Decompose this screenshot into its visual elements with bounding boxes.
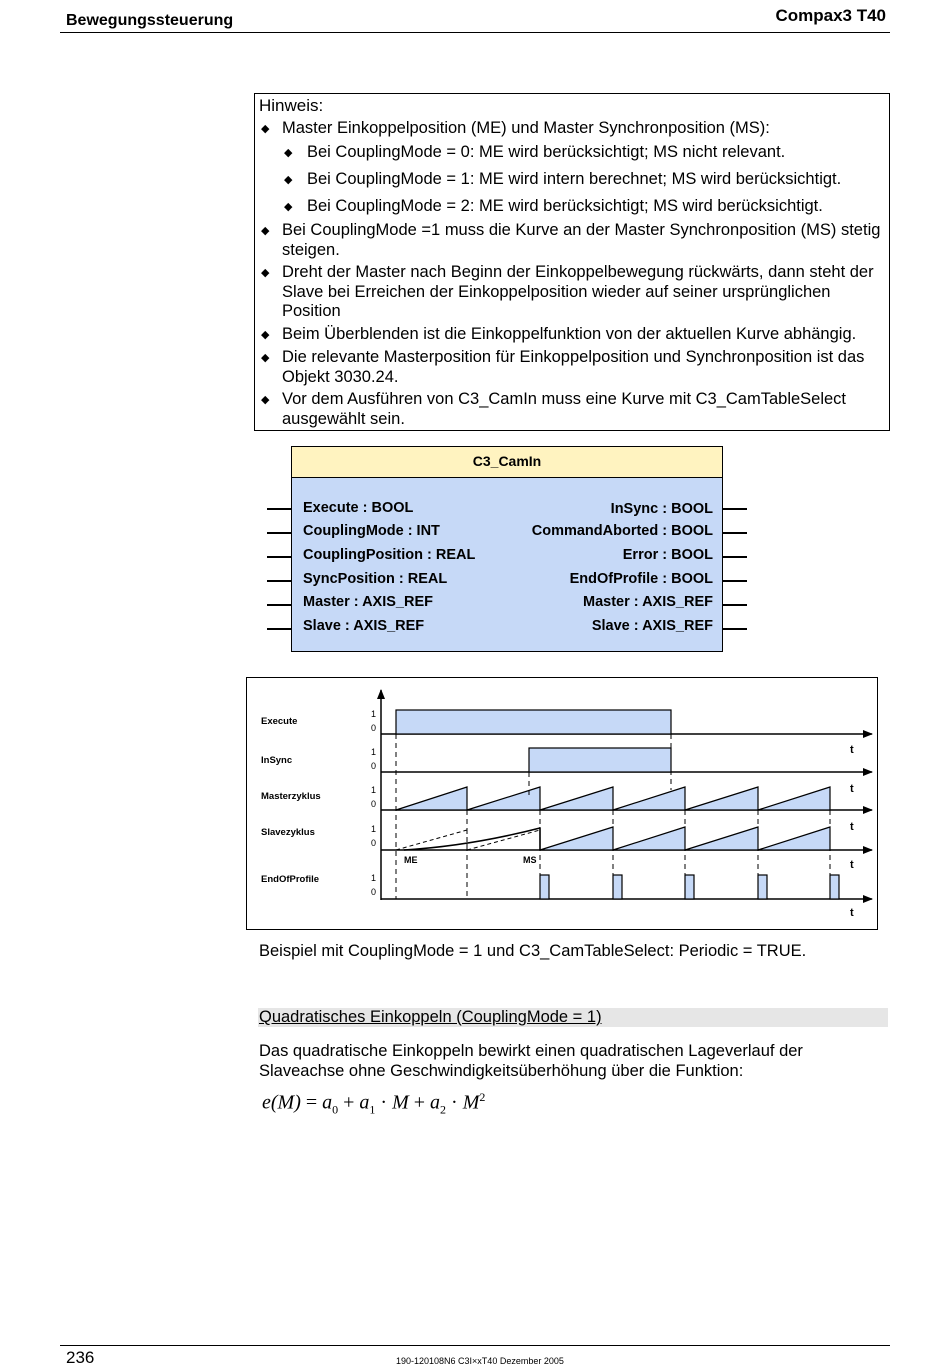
formula-term: a xyxy=(322,1091,333,1114)
time-label: t xyxy=(850,744,854,756)
formula-sub: 2 xyxy=(440,1102,447,1117)
level-low: 0 xyxy=(371,887,377,897)
signal-label: Masterzyklus xyxy=(261,791,321,802)
section-heading: Quadratisches Einkoppeln (CouplingMode = 1) xyxy=(259,1008,602,1026)
execute-pulse xyxy=(396,710,671,734)
marker-me: ME xyxy=(404,855,418,865)
document-reference: 190-120108N6 C3I×xT40 Dezember 2005 xyxy=(396,1356,564,1366)
bullet-diamond-icon: ◆ xyxy=(284,147,293,159)
level-high: 1 xyxy=(371,747,377,757)
note-bullet: Beim Überblenden ist die Einkoppelfunktion von der aktuellen Kurve abhängig. xyxy=(282,325,857,343)
signal-label: Slavezyklus xyxy=(261,827,315,838)
formula-term: a xyxy=(430,1091,441,1114)
fb-output-pin: Slave : AXIS_REF xyxy=(591,618,713,634)
insync-pulse xyxy=(529,748,671,772)
note-subbullet: Bei CouplingMode = 2: ME wird berücksichtigt; MS wird berücksichtigt. xyxy=(307,197,823,215)
note-bullet: Vor dem Ausführen von C3_CamIn muss eine Kurve mit C3_CamTableSelect ausgewählt sein. xyxy=(282,390,847,428)
note-subbullet: Bei CouplingMode = 0: ME wird berücksichtigt; MS nicht relevant. xyxy=(307,143,786,161)
fb-input-pin: Slave : AXIS_REF xyxy=(303,618,425,634)
note-title: Hinweis: xyxy=(259,96,324,115)
page-number: 236 xyxy=(66,1348,95,1367)
note-subbullet: Bei CouplingMode = 1: ME wird intern berechnet; MS wird berücksichtigt. xyxy=(307,170,842,188)
formula-term: M xyxy=(462,1091,480,1114)
header-left-title: Bewegungssteuerung xyxy=(66,12,234,29)
marker-ms: MS xyxy=(523,855,537,865)
bullet-diamond-icon: ◆ xyxy=(261,267,270,279)
level-low: 0 xyxy=(371,761,377,771)
slave-coupling-curve xyxy=(404,828,540,850)
formula-plus: + xyxy=(343,1091,355,1114)
formula-eq: = xyxy=(305,1091,318,1114)
fb-output-pin: CommandAborted : BOOL xyxy=(531,523,713,539)
note-bullet: Dreht der Master nach Beginn der Einkoppelbewegung rückwärts, dann steht der Slave bei Erreichen der Einkoppelposition wieder auf seiner ursprünglichen Position xyxy=(282,263,874,320)
fb-output-pin: EndOfProfile : BOOL xyxy=(569,571,713,587)
note-bullet: Die relevante Masterposition für Einkoppelposition und Synchronposition ist das Objekt 3030.24. xyxy=(282,348,865,386)
section-paragraph: Das quadratische Einkoppeln bewirkt einen quadratischen Lageverlauf der Slaveachse ohne Geschwindigkeitsüberhöhung über die Funktion: xyxy=(259,1042,803,1080)
formula xyxy=(262,1090,485,1118)
footer-rule xyxy=(60,1345,890,1346)
fb-output-pin: Master : AXIS_REF xyxy=(583,594,713,610)
level-low: 0 xyxy=(371,799,377,809)
header-right-title: Compax3 T40 xyxy=(775,6,886,25)
level-high: 1 xyxy=(371,824,377,834)
time-label: t xyxy=(850,859,854,871)
fb-input-pin: CouplingMode : INT xyxy=(303,523,440,539)
signal-label: InSync xyxy=(261,755,293,766)
signal-label: Execute xyxy=(261,716,298,727)
bullet-diamond-icon: ◆ xyxy=(261,352,270,364)
formula-dot: · xyxy=(380,1091,388,1114)
fb-output-pin: Error : BOOL xyxy=(622,547,713,563)
signal-label: EndOfProfile xyxy=(261,874,320,885)
bullet-diamond-icon: ◆ xyxy=(261,394,270,406)
bullet-diamond-icon: ◆ xyxy=(261,225,270,237)
time-label: t xyxy=(850,783,854,795)
fb-input-pin: Master : AXIS_REF xyxy=(303,594,433,610)
level-high: 1 xyxy=(371,709,377,719)
level-low: 0 xyxy=(371,723,377,733)
bullet-diamond-icon: ◆ xyxy=(261,123,270,135)
function-block-name: C3_CamIn xyxy=(292,447,722,478)
bullet-diamond-icon: ◆ xyxy=(261,329,270,341)
time-label: t xyxy=(850,907,854,919)
figure-caption: Beispiel mit CouplingMode = 1 und C3_CamTableSelect: Periodic = TRUE. xyxy=(259,942,807,960)
note-bullet: Master Einkoppelposition (ME) und Master Synchronposition (MS): xyxy=(282,119,770,137)
note-bullet: Bei CouplingMode =1 muss die Kurve an der Master Synchronposition (MS) stetig steigen. xyxy=(282,221,881,259)
formula-dot: · xyxy=(451,1091,458,1114)
formula-plus: + xyxy=(413,1091,426,1114)
fb-output-pin: InSync : BOOL xyxy=(610,501,713,517)
endofprofile-pulses xyxy=(540,875,839,899)
bullet-diamond-icon: ◆ xyxy=(284,201,293,213)
formula-sup: 2 xyxy=(479,1090,486,1104)
level-high: 1 xyxy=(371,873,377,883)
level-low: 0 xyxy=(371,838,377,848)
fb-input-pin: Execute : BOOL xyxy=(303,500,414,516)
formula-sub: 0 xyxy=(332,1102,339,1117)
fb-input-pin: SyncPosition : REAL xyxy=(303,571,448,587)
formula-term: M xyxy=(392,1091,409,1114)
formula-lhs: e(M) xyxy=(262,1091,301,1114)
master-cycle-wave xyxy=(396,787,830,810)
formula-sub: 1 xyxy=(369,1102,376,1117)
formula-term: a xyxy=(359,1091,370,1114)
time-label: t xyxy=(850,821,854,833)
level-high: 1 xyxy=(371,785,377,795)
fb-input-pin: CouplingPosition : REAL xyxy=(303,547,476,563)
bullet-diamond-icon: ◆ xyxy=(284,174,293,186)
